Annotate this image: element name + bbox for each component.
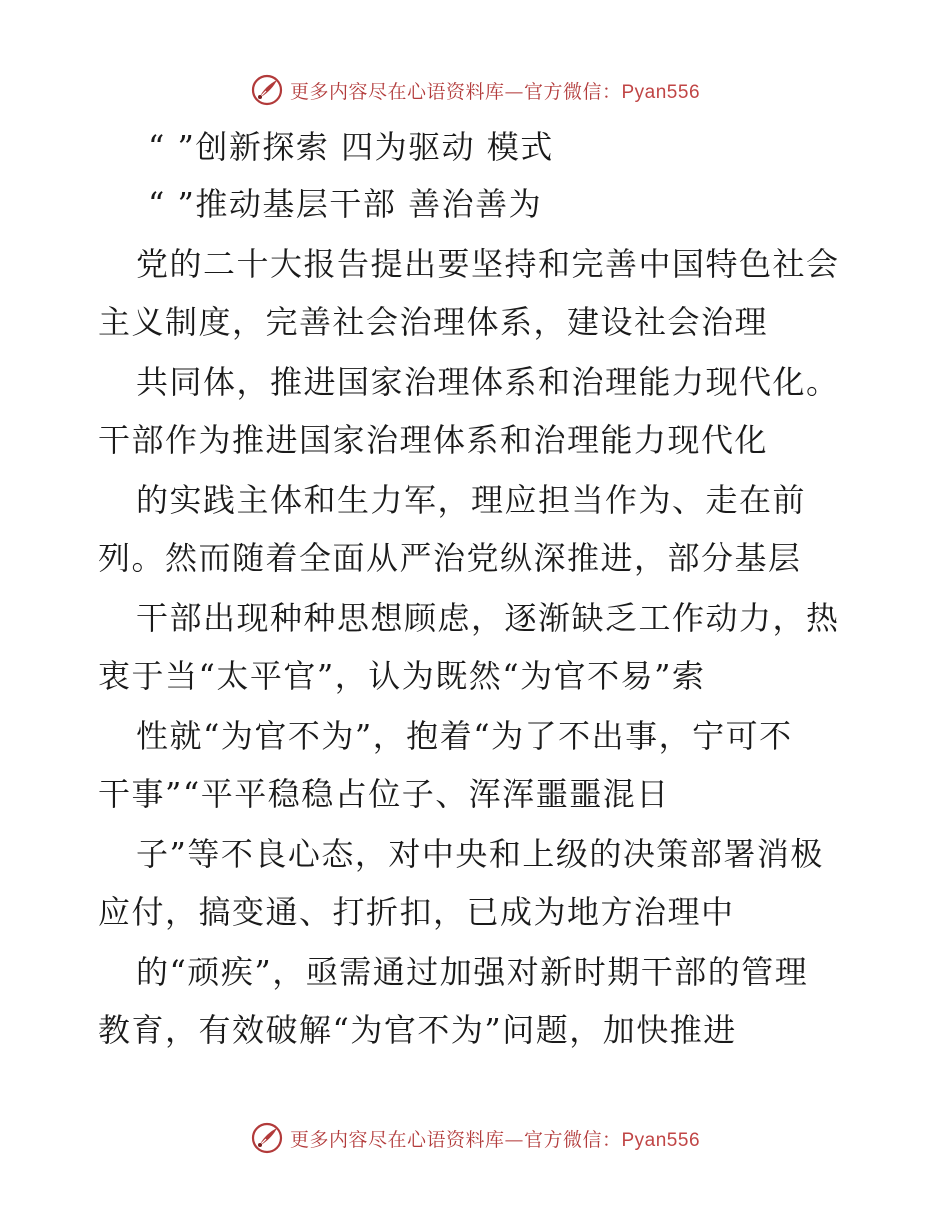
doc-title-line-2: “ ”推动基层干部 善治善为 [148, 185, 543, 223]
doc-line-8: 列。然而随着全面从严治党纵深推进，部分基层 [98, 539, 802, 577]
doc-title-line-1: “ ”创新探索 四为驱动 模式 [148, 128, 554, 166]
banner-wechat-handle: Pyan556 [621, 81, 701, 103]
doc-line-7: 的实践主体和生力军，理应担当作为、走在前 [136, 481, 807, 519]
banner-contact-label: 官方微信： [523, 1128, 622, 1151]
footer-banner [0, 1118, 950, 1158]
doc-line-6: 干部作为推进国家治理体系和治理能力现代化 [98, 421, 769, 459]
doc-line-14: 应付，搞变通、打折扣，已成为地方治理中 [98, 893, 735, 931]
doc-line-13: 子”等不良心态，对中央和上级的决策部署消极 [136, 835, 824, 873]
doc-line-3: 党的二十大报告提出要坚持和完善中国特色社会 [136, 245, 840, 283]
feather-pen-logo-icon [250, 1121, 284, 1155]
doc-line-16: 教育，有效破解“为官不为”问题，加快推进 [98, 1011, 737, 1049]
doc-line-12: 干事”“平平稳稳占位子、浑浑噩噩混日 [98, 775, 670, 813]
banner-text [290, 1125, 700, 1152]
doc-line-5: 共同体，推进国家治理体系和治理能力现代化。 [136, 363, 840, 401]
banner-separator: — [504, 80, 524, 103]
banner-main-text: 更多内容尽在心语资料库 [289, 1128, 505, 1151]
banner-contact-label: 官方微信： [523, 80, 622, 103]
doc-line-4: 主义制度，完善社会治理体系，建设社会治理 [98, 303, 769, 341]
doc-line-10: 衷于当“太平官”，认为既然“为官不易”索 [98, 657, 706, 695]
banner-separator: — [504, 1128, 524, 1151]
banner-main-text: 更多内容尽在心语资料库 [289, 80, 505, 103]
doc-line-9: 干部出现种种思想顾虑，逐渐缺乏工作动力，热 [136, 599, 840, 637]
banner-wechat-handle: Pyan556 [621, 1129, 701, 1151]
doc-line-11: 性就“为官不为”，抱着“为了不出事，宁可不 [136, 717, 793, 755]
doc-line-15: 的“顽疾”，亟需通过加强对新时期干部的管理 [136, 953, 809, 991]
